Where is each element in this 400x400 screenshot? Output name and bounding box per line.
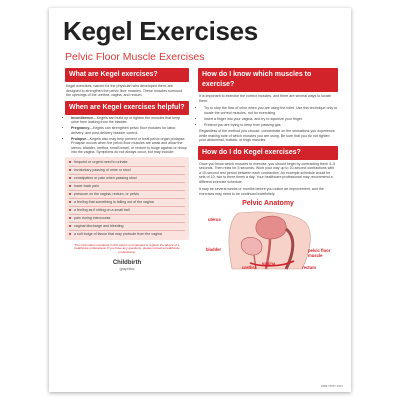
logo-sub: graphics bbox=[119, 265, 135, 271]
helpful-heading: When are Kegel exercises helpful? bbox=[65, 101, 189, 115]
symptom-item: pain during intercourse bbox=[69, 215, 185, 223]
symptom-item: vaginal discharge and bleeding bbox=[69, 223, 185, 231]
label-rectum: rectum bbox=[302, 265, 316, 270]
page-title: Kegel Exercises bbox=[63, 16, 258, 46]
helpful-list bbox=[65, 116, 189, 155]
symptom-item: a feeling that something is falling out of the vagina bbox=[69, 199, 185, 207]
left-column bbox=[65, 68, 189, 272]
symptom-item: pressure on the vagina, rectum, or pelvis bbox=[69, 191, 185, 199]
disclaimer: The information contained in this card is not intended to replace the advice of a healthcare professional. If you have any questions, please contact a healthcare professional. bbox=[74, 242, 180, 255]
label-urethra: urethra bbox=[242, 265, 257, 270]
what-heading: What are Kegel exercises? bbox=[65, 68, 189, 82]
what-body: Kegel exercises, named for the physician who developed them, are designed to strengthen the pelvic floor muscles. These muscles surround the openings of the urethra, vagina, and rectum. bbox=[66, 84, 183, 97]
symptom-item: lower back pain bbox=[69, 183, 185, 191]
label-uterus: uterus bbox=[208, 217, 221, 222]
helpful-item: • Incontinence—Kegels can build up or tighten the muscles that keep urine from leaking from the bladder. bbox=[71, 116, 189, 125]
symptom-item: a feeling as if sitting on a small ball bbox=[69, 207, 185, 215]
logo-name: Childbirth bbox=[112, 259, 142, 266]
know-list bbox=[198, 106, 338, 127]
pelvic-anatomy-illustration bbox=[198, 209, 338, 271]
symptom-item: constipation or pain when passing stool bbox=[69, 175, 185, 183]
know-intro: It is important to exercise the correct muscles, and there are several ways to locate them: bbox=[199, 94, 331, 103]
page-subtitle: Pelvic Floor Muscle Exercises bbox=[65, 51, 205, 63]
publisher-logo bbox=[65, 260, 189, 272]
know-item: • Pretend you are trying to keep from passing gas. bbox=[204, 123, 338, 128]
helpful-item: • Pregnancy—Kegels can strengthen pelvic floor muscles for labor, delivery, and post-delivery bladder control. bbox=[71, 126, 189, 135]
handout-page bbox=[49, 8, 351, 392]
symptom-item: frequent or urgent need to urinate bbox=[69, 159, 185, 167]
label-vagina: vagina bbox=[262, 261, 276, 266]
how-body-2: It may be several weeks or months before you notice an improvement, and the exercises may need to be continued indefinitely. bbox=[199, 187, 324, 196]
label-pelvic-floor-muscle: pelvic floor muscle bbox=[308, 248, 331, 258]
how-heading: How do I do Kegel exercises? bbox=[198, 146, 338, 160]
know-item: • Try to stop the flow of urine when you are using the toilet. Use this technique only to locate the correct muscles, not for exercising. bbox=[204, 106, 338, 115]
symptom-item: involuntary passing of urine or stool bbox=[69, 167, 185, 175]
right-column bbox=[198, 68, 338, 271]
know-heading: How do I know which muscles to exercise? bbox=[198, 68, 338, 92]
know-outro: Regardless of the method you choose, concentrate on the sensations you experience while making note of which muscles you are using. Be sure that you do not tighten your abdominal, buttock, or thigh muscles. bbox=[199, 129, 335, 142]
helpful-item: • Prolapse—Kegels also may help prevent or treat pelvic organ prolapse. Prolapse occurs when the pelvic floor muscles are weak and allow the uterus, bladder, urethra, small bowel, or rectum to bulge against or droop into the vagina. Symptoms do not always occur, but may include: bbox=[71, 137, 189, 155]
symptoms-box bbox=[65, 157, 189, 240]
know-item: • Insert a finger into your vagina, and try to squeeze your finger. bbox=[204, 117, 338, 122]
product-code: 2888-76007-0913 bbox=[320, 384, 343, 388]
anatomy-title: Pelvic Anatomy bbox=[242, 200, 294, 207]
how-body-1: Once you know which muscles to exercise, you should begin by contracting them 3–5 seconds. Then relax for 5 seconds. Work your way up to 10-second contractions with a 10-second rest period between each contraction. An example schedule would be sets of 10, two to three times a day. Your healthcare professional may recommend a different exercise schedule. bbox=[199, 161, 336, 184]
symptom-item: a soft bulge of tissue that may protrude from the vagina bbox=[69, 231, 185, 238]
label-bladder: bladder bbox=[206, 247, 222, 252]
